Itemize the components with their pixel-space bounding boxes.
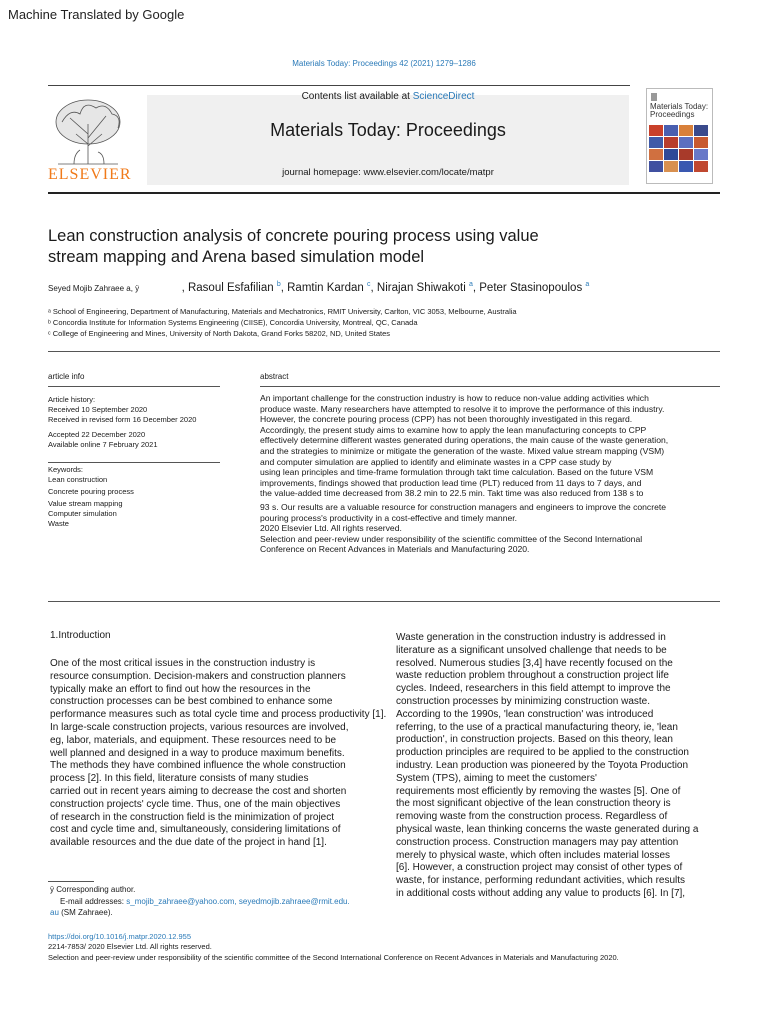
abstract-line: and the strategies to minimize or mitigate the generation of the waste. Mixed value stream mapping (VSM): [260, 445, 665, 456]
keywords-rule: [48, 462, 220, 463]
abstract-bottom-rule: [48, 601, 720, 602]
abstract-line: Selection and peer-review under responsibility of the scientific committee of the Second International: [260, 533, 643, 544]
email-links[interactable]: s_mojib_zahraee@yahoo.com, seyedmojib.zahraee@rmit.edu.: [126, 897, 350, 906]
intro-left-column: [50, 658, 390, 850]
article-title-line-1: Lean construction analysis of concrete pouring process using value: [48, 227, 539, 245]
abstract-copyright: 2020 Elsevier Ltd. All rights reserved.: [260, 523, 402, 534]
intro-right-line: production', in construction projects. Based on this theory, lean: [396, 734, 673, 746]
doi-link[interactable]: https://doi.org/10.1016/j.matpr.2020.12.955: [48, 932, 192, 941]
abstract-line: 93 s. Our results are a valuable resource for construction managers and engineers to improve the concrete: [260, 501, 667, 512]
keyword-item: Concrete pouring process: [48, 487, 134, 496]
intro-right-line: cycles. Indeed, researchers in this field attempt to improve the: [396, 683, 671, 695]
intro-right-line: removing waste from the construction process. Regardless of: [396, 811, 668, 823]
intro-left-line: process [2]. In this field, literature consists of many studies: [50, 773, 309, 785]
email-line: [60, 896, 350, 907]
affiliation-b: ᵇ Concordia Institute for Information Systems Engineering (CIISE), Concordia University, Montreal, QC, Canada: [48, 318, 418, 327]
author-shiwakoti[interactable]: , Nirajan Shiwakoti: [370, 281, 469, 294]
intro-right-line: [6]. However, a construction project may consist of other types of: [396, 862, 683, 874]
abstract-line: produce waste. Many researchers have attempted to resolve it to improve the performance of this industry.: [260, 403, 665, 414]
peer-review-line: Selection and peer-review under responsibility of the scientific committee of the Second International Conference on Recent Advances in Materials and Manufacturing 2020.: [48, 953, 619, 962]
intro-right-line: resolved. Numerous studies [3,4] have recently focused on the: [396, 657, 673, 669]
author-stasinopoulos[interactable]: , Peter Stasinopoulos: [472, 281, 586, 294]
article-info-rule: [48, 386, 220, 387]
sciencedirect-link[interactable]: ScienceDirect: [412, 91, 475, 102]
contents-line: [147, 91, 629, 102]
intro-right-line: System (TPS), aiming to meet the customers': [396, 772, 597, 784]
keywords-label: Keywords:: [48, 465, 84, 474]
intro-left-line: resource consumption. Decision-makers and construction planners: [50, 670, 346, 682]
header-bottom-rule: [48, 192, 720, 194]
article-title-line-2: stream mapping and Arena based simulation model: [48, 248, 425, 266]
article-history: [48, 395, 196, 450]
contents-prefix: Contents list available at: [301, 91, 413, 102]
abstract-line: Accordingly, the present study aims to examine how to apply the lean manufacturing concepts to CPP: [260, 424, 647, 435]
author-zahraee[interactable]: Seyed Mojib Zahraee a, ÿ: [48, 283, 140, 293]
abstract-text: [260, 393, 720, 555]
article-history-label: Article history:: [48, 395, 96, 404]
affil-sup-a-2[interactable]: a: [585, 281, 590, 288]
intro-left-line: typically make an effort to find out how the resources in the: [50, 683, 311, 695]
email-owner: (SM Zahraee).: [58, 908, 113, 917]
intro-left-line: carried out in recent years aiming to decrease the cost and shorten: [50, 785, 347, 797]
intro-right-line: waste, for instance, performing redundant activities, which results: [396, 875, 686, 887]
article-info-label: article info: [48, 372, 85, 381]
affiliation-a: ᵃ School of Engineering, Department of Manufacturing, Materials and Mechatronics, RMIT University, Carlton, VIC 3053, Melbourne, Australia: [48, 307, 517, 316]
elsevier-tree-logo: [48, 94, 128, 166]
intro-left-line: performance measures such as total cycle time and process productivity [1].: [50, 709, 387, 721]
history-accepted: Accepted 22 December 2020: [48, 430, 146, 439]
intro-right-line: construction process. Construction managers may pay attention: [396, 836, 679, 848]
email-link-tail[interactable]: au: [50, 908, 59, 917]
email-label: E-mail addresses:: [60, 897, 127, 906]
author-kardan[interactable]: , Ramtin Kardan: [280, 281, 368, 294]
article-title: [48, 226, 688, 268]
keyword-item: Value stream mapping: [48, 499, 123, 508]
intro-left-line: of research in the construction field is the minimization of project: [50, 811, 335, 823]
abstract-line: Conference on Recent Advances in Materials and Manufacturing 2020.: [260, 544, 530, 555]
history-revised: Received in revised form 16 December 2020: [48, 415, 197, 424]
cover-title: Materials Today: Proceedings: [650, 102, 709, 119]
issn-line: 2214-7853/ 2020 Elsevier Ltd. All rights reserved.: [48, 942, 212, 951]
cover-mosaic-image: [649, 125, 709, 173]
intro-right-line: in additional costs without adding any value to products [6]. In [7],: [396, 887, 686, 899]
journal-reference[interactable]: Materials Today: Proceedings 42 (2021) 1279–1286: [292, 59, 476, 68]
intro-right-line: physical waste, lean thinking concerns the waste generated during a: [396, 823, 699, 835]
intro-right-line: Waste generation in the construction industry is addressed in: [396, 632, 666, 643]
abstract-rule: [260, 386, 720, 387]
intro-heading: 1.Introduction: [50, 630, 111, 641]
intro-right-line: production principles are required to be applied to the construction: [396, 747, 689, 759]
footnote-rule: [48, 881, 94, 882]
history-online: Available online 7 February 2021: [48, 440, 158, 449]
journal-homepage[interactable]: journal homepage: www.elsevier.com/locate/matpr: [282, 167, 494, 178]
intro-right-line: literature as a significant unsolved challenge that needs to be: [396, 644, 667, 656]
abstract-line: and computer simulation are applied to identify and eliminate wastes in a CPP case study by: [260, 456, 612, 467]
intro-right-line: requirements most efficiently by removing the wastes [5]. One of: [396, 785, 681, 797]
intro-left-line: well planned and designed in a way to produce maximum benefits.: [50, 747, 345, 759]
intro-right-line: waste reduction problem throughout a construction project life: [396, 670, 669, 682]
intro-right-line: According to the 1990s, 'lean construction' was introduced: [396, 708, 654, 720]
affil-sup-a[interactable]: a: [468, 281, 473, 288]
abstract-line: improvements, findings showed that production lead time (PLT) reduced from 11 days to 7 days, and: [260, 477, 642, 488]
affil-sup-b[interactable]: b: [276, 281, 281, 288]
abstract-line: effectively determine different wastes generated during operations, the main cause of the waste generation,: [260, 435, 669, 446]
intro-left-line: construction projects' cycle time. Thus, one of the main objectives: [50, 798, 341, 810]
intro-left-line: The methods they have combined influence the whole construction: [50, 760, 346, 772]
affiliation-c: ᶜ College of Engineering and Mines, University of North Dakota, Grand Forks 58202, ND, United States: [48, 329, 390, 338]
intro-left-line: One of the most critical issues in the construction industry is: [50, 658, 316, 669]
intro-right-line: industry. Lean production was pioneered by the Toyota Production: [396, 759, 689, 771]
intro-right-line: merely to physical waste, which often includes material losses: [396, 849, 671, 861]
intro-left-line: In large-scale construction projects, various resources are involved,: [50, 721, 349, 733]
intro-left-line: cost and cycle time and, simultaneously, considering limitations of: [50, 824, 341, 836]
intro-right-line: construction processes by minimizing construction waste.: [396, 695, 650, 707]
email-line-2: [50, 907, 113, 918]
author-esfafilian[interactable]: , Rasoul Esfafilian: [181, 281, 277, 294]
header-top-rule: [48, 85, 630, 86]
intro-left-line: construction processes can be best combined to enhance some: [50, 696, 333, 708]
elsevier-wordmark: ELSEVIER: [48, 166, 132, 183]
abstract-line: the value-added time decreased from 38.2 min to 22.5 min. Takt time was also reduced from 138 s to: [260, 488, 644, 499]
history-received: Received 10 September 2020: [48, 405, 148, 414]
affil-sup-c[interactable]: c: [367, 281, 371, 288]
keyword-item: Waste: [48, 519, 69, 528]
abstract-line: An important challenge for the construction industry is how to reduce non-value adding activities which: [260, 393, 649, 403]
intro-right-column: [396, 632, 726, 901]
abstract-line: pouring process's productivity in a cost-effective and timely manner.: [260, 512, 518, 523]
cover-logo-icon: [651, 93, 657, 101]
intro-left-line: eg, labor, materials, and equipment. These resources need to be: [50, 734, 337, 746]
keyword-item: Lean construction: [48, 475, 108, 484]
affiliations-rule: [48, 351, 720, 352]
author-list: [48, 281, 589, 294]
corresponding-author-note: ÿ Corresponding author.: [50, 885, 136, 894]
intro-right-line: referring, to the use of a practical manufacturing theory, ie, 'lean: [396, 721, 678, 733]
abstract-label: abstract: [260, 372, 289, 381]
keywords-block: [48, 465, 134, 529]
abstract-line: However, the concrete pouring process (CPP) has not been thoroughly investigated in this regard.: [260, 414, 633, 425]
journal-title: Materials Today: Proceedings: [270, 120, 506, 140]
journal-cover-image: [646, 88, 713, 184]
translation-banner: Machine Translated by Google: [8, 7, 185, 22]
intro-right-line: the most significant objective of the lean construction theory is: [396, 798, 671, 810]
intro-left-line: available resources and the due date of the project in hand [1].: [50, 837, 327, 849]
abstract-line: using lean principles and time-frame formulation through takt time calculation. Based on the future VSM: [260, 467, 654, 478]
keyword-item: Computer simulation: [48, 509, 117, 518]
